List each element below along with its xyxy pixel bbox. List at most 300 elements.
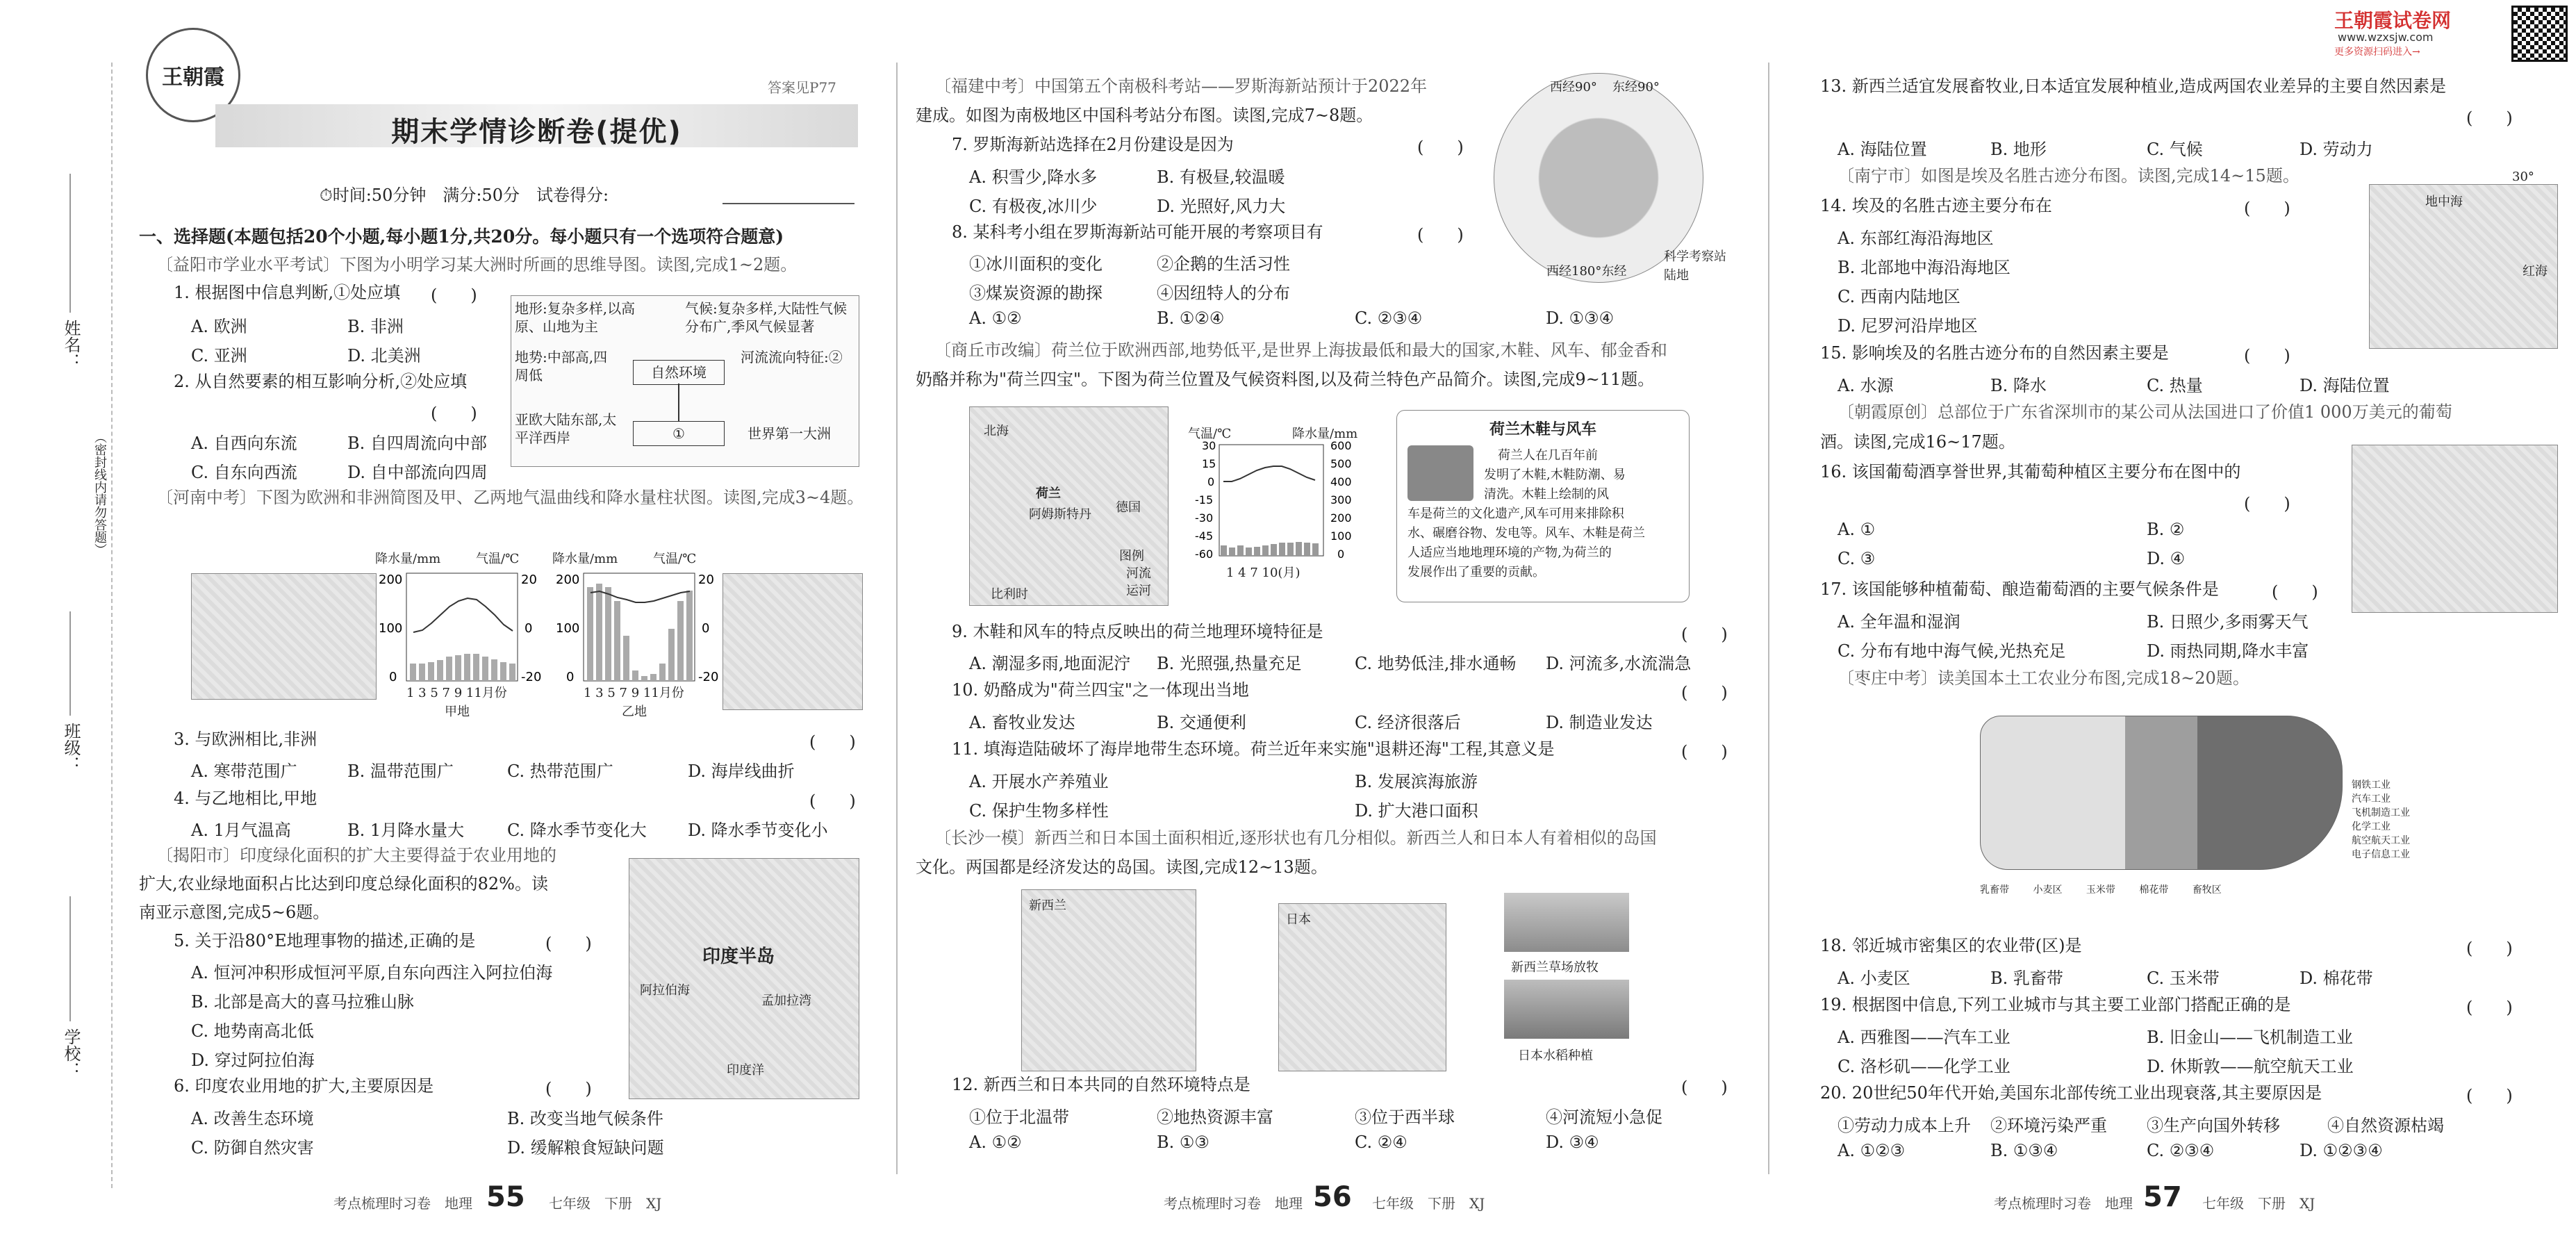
box-line-5: 水、碾磨谷物、发电等。风车、木鞋是荷兰 xyxy=(1407,526,1645,541)
q5-opt-c[interactable]: C. 地势南高北低 xyxy=(191,1021,314,1041)
q12-opt-b[interactable]: B. ①③ xyxy=(1157,1133,1209,1152)
antarctic-legend-land: 陆地 xyxy=(1664,268,1689,283)
q6-opt-b[interactable]: B. 改变当地气候条件 xyxy=(507,1109,663,1128)
page-title: 期末学情诊断卷(提优) xyxy=(391,116,682,148)
jia-bar xyxy=(428,662,434,681)
p57-intro-3: 〔枣庄中考〕读美国本土工农业分布图,完成18~20题。 xyxy=(1838,668,2249,688)
yi-bar xyxy=(614,601,620,681)
q20-item-3: ③生产向国外转移 xyxy=(2147,1116,2280,1135)
footer-right-56: 七年级 下册 XJ xyxy=(1372,1195,1485,1212)
us-legend xyxy=(2352,778,2456,862)
q3-opt-d[interactable]: D. 海岸线曲折 xyxy=(688,762,795,781)
q9-opt-a[interactable]: A. 潮湿多雨,地面泥泞 xyxy=(969,654,1131,673)
q18-opt-a[interactable]: A. 小麦区 xyxy=(1838,969,1910,988)
svg-text:0: 0 xyxy=(525,621,533,636)
q16-opt-c[interactable]: C. ③ xyxy=(1838,549,1876,568)
footer-right-55: 七年级 下册 XJ xyxy=(549,1195,662,1212)
q2-answer[interactable]: ( ) xyxy=(431,404,477,423)
box-line-2: 发明了木鞋,木鞋防潮、易 xyxy=(1484,468,1626,482)
footer-left-57: 考点梳理时习卷 地理 xyxy=(1994,1195,2133,1212)
q2-opt-c[interactable]: C. 自东向西流 xyxy=(191,463,297,482)
intro-1: 〔益阳市学业水平考试〕下图为小明学习某大洲时所画的思维导图。读图,完成1~2题。 xyxy=(156,255,798,274)
page-number-57: 57 xyxy=(2143,1181,2182,1213)
mm-blank: ① xyxy=(672,425,685,442)
mm-topo: 地势:中部高,四周低 xyxy=(515,349,608,384)
q4-opt-c[interactable]: C. 降水季节变化大 xyxy=(507,821,647,840)
q11-opt-d[interactable]: D. 扩大港口面积 xyxy=(1355,801,1478,821)
svg-text:0: 0 xyxy=(1207,475,1215,488)
q11-opt-c[interactable]: C. 保护生物多样性 xyxy=(969,801,1109,821)
q8-item-4: ④因纽特人的分布 xyxy=(1157,283,1290,303)
section-heading: 一、选择题(本题包括20个小题,每小题1分,共20分。每小题只有一个选项符合题意) xyxy=(139,227,784,247)
jia-bar xyxy=(437,660,443,681)
mind-map xyxy=(511,295,859,467)
nl-precip-bar xyxy=(1271,544,1277,556)
q5-stem: 5. 关于沿80°E地理事物的描述,正确的是 xyxy=(174,931,476,950)
q8-opt-d[interactable]: D. ①③④ xyxy=(1546,308,1615,328)
nl-climate-right-label: 降水量/mm xyxy=(1292,427,1358,441)
svg-text:-20: -20 xyxy=(521,670,542,684)
us-legend-aircraft: 飞机制造工业 xyxy=(2352,807,2410,818)
yi-bar xyxy=(677,601,684,681)
svg-text:600: 600 xyxy=(1330,441,1352,452)
q4-opt-b[interactable]: B. 1月降水量大 xyxy=(347,821,465,840)
q13-opt-d[interactable]: D. 劳动力 xyxy=(2300,140,2373,159)
nl-country: 荷兰 xyxy=(1036,486,1061,501)
yi-xticks: 1 3 5 7 9 11月份 xyxy=(584,686,684,700)
q13-stem: 13. 新西兰适宜发展畜牧业,日本适宜发展种植业,造成两国农业差异的主要自然因素是 xyxy=(1820,76,2447,96)
p56-intro-1b: 建成。如图为南极地区中国科考站分布图。读图,完成7~8题。 xyxy=(916,106,1373,125)
q12-opt-d[interactable]: D. ③④ xyxy=(1546,1133,1599,1152)
q3-opt-c[interactable]: C. 热带范围广 xyxy=(507,762,613,781)
jia-bar xyxy=(455,655,461,681)
nl-climate-plot xyxy=(1184,441,1386,580)
intro-2a: 〔河南中考〕下图为欧洲和非洲简图及甲、乙两地气温曲线和降水量柱状图。读图,完成3~4题。 xyxy=(156,488,864,507)
q6-answer[interactable]: ( ) xyxy=(545,1079,592,1098)
nl-precip-bar xyxy=(1246,548,1252,556)
q10-opt-c[interactable]: C. 经济很落后 xyxy=(1355,713,1461,732)
p57-intro-2a: 〔朝霞原创〕总部位于广东省深圳市的某公司从法国进口了价值1 000万美元的葡萄 xyxy=(1838,402,2452,422)
q20-item-2: ②环境污染严重 xyxy=(1990,1116,2107,1135)
q15-stem: 15. 影响埃及的名胜古迹分布的自然因素主要是 xyxy=(1820,343,2169,363)
q6-stem: 6. 印度农业用地的扩大,主要原因是 xyxy=(174,1076,434,1096)
q17-opt-d[interactable]: D. 雨热同期,降水丰富 xyxy=(2147,641,2309,661)
q3-stem: 3. 与欧洲相比,非洲 xyxy=(174,730,317,749)
q10-opt-d[interactable]: D. 制造业发达 xyxy=(1546,713,1653,732)
q12-opt-c[interactable]: C. ②④ xyxy=(1355,1133,1407,1152)
q4-opt-d[interactable]: D. 降水季节变化小 xyxy=(688,821,828,840)
jia-temp-line xyxy=(413,598,513,632)
p56-intro-3a: 〔长沙一模〕新西兰和日本国土面积相近,逐形状也有几分相似。新西兰人和日本人有着相似的岛国 xyxy=(934,828,1657,848)
clogs-photo xyxy=(1407,445,1473,501)
svg-text:-30: -30 xyxy=(1195,511,1214,525)
us-legend-wheat: 小麦区 xyxy=(2033,884,2063,896)
q5-opt-b[interactable]: B. 北部是高大的喜马拉雅山脉 xyxy=(191,992,414,1012)
q19-answer[interactable]: ( ) xyxy=(2466,998,2513,1017)
q16-opt-d[interactable]: D. ④ xyxy=(2147,549,2186,568)
q8-item-3: ③煤炭资源的勘探 xyxy=(969,283,1103,303)
q14-opt-d[interactable]: D. 尼罗河沿岸地区 xyxy=(1838,316,1978,336)
yi-ylabel-left: 降水量/mm xyxy=(552,552,618,566)
jp-rice-caption: 日本水稻种植 xyxy=(1518,1048,1593,1063)
svg-text:200: 200 xyxy=(1330,511,1352,525)
q20-answer[interactable]: ( ) xyxy=(2466,1086,2513,1105)
mm-blank-box xyxy=(633,421,725,446)
exam-meta: ⏱时间:50分钟 满分:50分 试卷得分: xyxy=(320,186,609,205)
svg-text:100: 100 xyxy=(379,621,403,636)
q8-answer[interactable]: ( ) xyxy=(1417,225,1464,245)
mm-center-box xyxy=(633,360,725,385)
svg-text:0: 0 xyxy=(389,670,397,684)
q18-opt-d[interactable]: D. 棉花带 xyxy=(2300,969,2373,988)
q20-item-4: ④自然资源枯竭 xyxy=(2327,1116,2444,1135)
q7-stem: 7. 罗斯海新站选择在2月份建设是因为 xyxy=(952,135,1234,154)
q20-opt-c[interactable]: C. ②③④ xyxy=(2147,1141,2215,1160)
q19-opt-d[interactable]: D. 休斯敦——航空航天工业 xyxy=(2147,1057,2354,1076)
q8-opt-c[interactable]: C. ②③④ xyxy=(1355,308,1423,328)
q15-opt-a[interactable]: A. 水源 xyxy=(1838,376,1894,395)
q3-answer[interactable]: ( ) xyxy=(809,732,856,752)
q12-item-2: ②地热资源丰富 xyxy=(1157,1108,1273,1127)
yi-bar xyxy=(596,584,602,681)
q9-opt-c[interactable]: C. 地势低洼,排水通畅 xyxy=(1355,654,1517,673)
nz-pasture-caption: 新西兰草场放牧 xyxy=(1511,960,1599,975)
chart-yi xyxy=(552,549,726,730)
q16-answer[interactable]: ( ) xyxy=(2244,494,2290,513)
p57-intro-2b: 酒。读图,完成16~17题。 xyxy=(1820,432,2015,452)
q13-opt-c[interactable]: C. 气候 xyxy=(2147,140,2203,159)
q4-opt-a[interactable]: A. 1月气温高 xyxy=(191,821,291,840)
q12-opt-a[interactable]: A. ①② xyxy=(969,1133,1022,1152)
q12-item-3: ③位于西半球 xyxy=(1355,1108,1455,1127)
q3-opt-a[interactable]: A. 寒带范围广 xyxy=(191,762,297,781)
svg-text:20: 20 xyxy=(698,573,714,587)
q17-opt-c[interactable]: C. 分布有地中海气候,光热充足 xyxy=(1838,641,2066,661)
q19-opt-c[interactable]: C. 洛杉矶——化学工业 xyxy=(1838,1057,2011,1076)
mm-first: 世界第一大洲 xyxy=(748,425,831,442)
jia-bar xyxy=(410,664,416,681)
svg-text:30: 30 xyxy=(1202,441,1216,452)
q6-opt-d[interactable]: D. 缓解粮食短缺问题 xyxy=(507,1138,664,1158)
yi-bar xyxy=(587,587,593,681)
q11-answer[interactable]: ( ) xyxy=(1681,742,1728,762)
yi-bar xyxy=(623,636,629,681)
q14-stem: 14. 埃及的名胜古迹主要分布在 xyxy=(1820,196,2052,215)
q15-opt-b[interactable]: B. 降水 xyxy=(1990,376,2047,395)
us-legend-aerospace: 航空航天工业 xyxy=(2352,835,2410,846)
class-underline xyxy=(69,611,71,716)
q16-stem: 16. 该国葡萄酒享誉世界,其葡萄种植区主要分布在图中的 xyxy=(1820,462,2241,481)
yi-bar xyxy=(605,587,611,681)
mm-link xyxy=(678,384,679,421)
title-band xyxy=(215,104,858,147)
q13-opt-a[interactable]: A. 海陆位置 xyxy=(1838,140,1927,159)
q8-opt-b[interactable]: B. ①②④ xyxy=(1157,308,1225,328)
q1-opt-b[interactable]: B. 非洲 xyxy=(347,317,404,336)
map-label-bay-of-bengal: 孟加拉湾 xyxy=(761,994,811,1008)
q6-opt-a[interactable]: A. 改善生态环境 xyxy=(191,1109,314,1128)
yi-bar xyxy=(650,674,657,681)
page-number-55: 55 xyxy=(486,1181,525,1213)
antarctic-legend-station: 科学考察站 xyxy=(1664,249,1726,264)
q7-opt-b[interactable]: B. 有极昼,较温暖 xyxy=(1157,167,1285,187)
q18-answer[interactable]: ( ) xyxy=(2466,939,2513,958)
south-asia-map xyxy=(629,858,859,1099)
q6-opt-c[interactable]: C. 防御自然灾害 xyxy=(191,1138,314,1158)
svg-text:-20: -20 xyxy=(698,670,719,684)
antarctic-e90: 东经90° xyxy=(1612,80,1660,94)
q10-answer[interactable]: ( ) xyxy=(1681,683,1728,702)
q7-opt-a[interactable]: A. 积雪少,降水多 xyxy=(969,167,1098,187)
footer-left-56: 考点梳理时习卷 地理 xyxy=(1164,1195,1303,1212)
q17-stem: 17. 该国能够种植葡萄、酿造葡萄酒的主要气候条件是 xyxy=(1820,579,2219,599)
q14-opt-a[interactable]: A. 东部红海沿海地区 xyxy=(1838,229,1994,248)
q20-opt-a[interactable]: A. ①②③ xyxy=(1838,1141,1906,1160)
us-landmass xyxy=(1980,716,2343,870)
box-line-6: 人适应当地地理环境的产物,为荷兰的 xyxy=(1407,545,1612,560)
q14-answer[interactable]: ( ) xyxy=(2244,199,2290,218)
new-zealand-map xyxy=(1021,889,1196,1071)
nl-precip-bar xyxy=(1312,543,1319,556)
q16-opt-a[interactable]: A. ① xyxy=(1838,520,1876,539)
q12-item-4: ④河流短小急促 xyxy=(1546,1108,1662,1127)
nl-precip-bar xyxy=(1304,543,1310,556)
jia-bar xyxy=(464,654,470,681)
q9-stem: 9. 木鞋和风车的特点反映出的荷兰地理环境特征是 xyxy=(952,622,1323,641)
score-blank[interactable] xyxy=(723,203,854,204)
q15-opt-d[interactable]: D. 海陆位置 xyxy=(2300,376,2390,395)
nl-precip-bar xyxy=(1254,547,1260,556)
q10-opt-a[interactable]: A. 畜牧业发达 xyxy=(969,713,1075,732)
q4-stem: 4. 与乙地相比,甲地 xyxy=(174,789,317,808)
france-map xyxy=(2352,445,2558,613)
binding-line xyxy=(111,63,114,1188)
q18-opt-b[interactable]: B. 乳畜带 xyxy=(1990,969,2063,988)
yi-label: 乙地 xyxy=(622,705,647,719)
us-legend-dairy: 乳畜带 xyxy=(1980,884,2009,896)
q16-opt-b[interactable]: B. ② xyxy=(2147,520,2185,539)
q11-opt-a[interactable]: A. 开展水产养殖业 xyxy=(969,772,1109,791)
q12-answer[interactable]: ( ) xyxy=(1681,1078,1728,1097)
svg-text:100: 100 xyxy=(1330,529,1352,543)
nl-precip-bar xyxy=(1237,545,1244,556)
intro-3a: 〔揭阳市〕印度绿化面积的扩大主要得益于农业用地的 xyxy=(156,846,556,865)
nl-north-sea: 北海 xyxy=(984,424,1009,438)
q1-answer[interactable]: ( ) xyxy=(431,286,477,305)
mm-climate: 气候:复杂多样,大陆性气候分布广,季风气候显著 xyxy=(685,300,848,335)
egypt-30: 30° xyxy=(2512,170,2534,184)
q15-opt-c[interactable]: C. 热量 xyxy=(2147,376,2203,395)
jia-ylabel-right: 气温/℃ xyxy=(476,552,520,566)
p56-intro-2a: 〔商丘市改编〕荷兰位于欧洲西部,地势低平,是世界上海拔最低和最大的国家,木鞋、风车、郁金香和 xyxy=(934,340,1667,360)
p56-intro-2b: 奶酪并称为"荷兰四宝"。下图为荷兰位置及气候资料图,以及荷兰特色产品简介。读图,完成9~11题。 xyxy=(916,370,1655,389)
q5-answer[interactable]: ( ) xyxy=(545,934,592,953)
q8-item-2: ②企鹅的生活习性 xyxy=(1157,254,1290,274)
nl-precip-bar xyxy=(1262,545,1269,556)
jia-bar xyxy=(509,664,515,681)
q4-answer[interactable]: ( ) xyxy=(809,791,856,811)
yi-bar xyxy=(668,629,675,681)
svg-text:-60: -60 xyxy=(1195,548,1214,561)
q2-opt-b[interactable]: B. 自四周流向中部 xyxy=(347,434,487,453)
yi-bar xyxy=(632,670,638,681)
q15-answer[interactable]: ( ) xyxy=(2244,346,2290,365)
us-legend-corn: 玉米带 xyxy=(2086,884,2115,896)
netherlands-map xyxy=(969,406,1169,606)
antarctic-180: 西经180°东经 xyxy=(1546,264,1627,279)
intro-3b: 扩大,农业绿地面积占比达到印度总绿化面积的82%。读 xyxy=(139,874,548,894)
us-legend-auto: 汽车工业 xyxy=(2352,793,2391,805)
q5-opt-d[interactable]: D. 穿过阿拉伯海 xyxy=(191,1051,315,1070)
jia-bar xyxy=(482,657,488,681)
site-name: 王朝霞试卷网 xyxy=(2334,9,2452,32)
p56-intro-3b: 文化。两国都是经济发达的岛国。读图,完成12~13题。 xyxy=(916,857,1328,877)
q17-answer[interactable]: ( ) xyxy=(2272,582,2318,602)
q8-item-1: ①冰川面积的变化 xyxy=(969,254,1103,274)
box-line-4: 车是荷兰的文化遗产,风车可用来排除积 xyxy=(1407,507,1624,521)
q2-stem: 2. 从自然要素的相互影响分析,②处应填 xyxy=(174,372,468,391)
q17-opt-b[interactable]: B. 日照少,多雨雾天气 xyxy=(2147,612,2309,632)
nl-germany: 德国 xyxy=(1116,500,1141,515)
q1-opt-d[interactable]: D. 北美洲 xyxy=(347,346,421,365)
page-divider-2 xyxy=(1768,63,1769,1174)
svg-text:500: 500 xyxy=(1330,457,1352,470)
svg-text:-15: -15 xyxy=(1195,493,1214,507)
mm-center: 自然环境 xyxy=(651,364,707,381)
nl-precip-bar xyxy=(1229,548,1235,556)
svg-text:-45: -45 xyxy=(1195,529,1214,543)
jia-bar xyxy=(491,659,497,681)
q12-item-1: ①位于北温带 xyxy=(969,1108,1069,1127)
q8-opt-a[interactable]: A. ①② xyxy=(969,308,1022,328)
q20-stem: 20. 20世纪50年代开始,美国东北部传统工业出现衰落,其主要原因是 xyxy=(1820,1083,2322,1103)
intro-3c: 南亚示意图,完成5~6题。 xyxy=(139,903,330,922)
q1-opt-c[interactable]: C. 亚洲 xyxy=(191,346,247,365)
nz-pasture-photo xyxy=(1504,893,1629,952)
q19-stem: 19. 根据图中信息,下列工业城市与其主要工业部门搭配正确的是 xyxy=(1820,995,2291,1014)
class-label: 班级： xyxy=(61,723,81,773)
svg-text:20: 20 xyxy=(521,573,537,587)
svg-text:0: 0 xyxy=(1337,548,1345,561)
school-label: 学校： xyxy=(61,1028,81,1078)
box-line-7: 发展作出了重要的贡献。 xyxy=(1407,565,1545,579)
seal-note: （密封线内请勿答题） xyxy=(92,431,107,556)
logo-text: 王朝霞 xyxy=(162,65,224,90)
box-title: 荷兰木鞋与风车 xyxy=(1489,420,1596,438)
nl-climate-left-label: 气温/℃ xyxy=(1188,427,1232,441)
q19-opt-a[interactable]: A. 西雅图——汽车工业 xyxy=(1838,1028,2011,1047)
q2-opt-d[interactable]: D. 自中部流向四周 xyxy=(347,463,488,482)
q2-opt-a[interactable]: A. 自西向东流 xyxy=(191,434,297,453)
yi-bar xyxy=(641,676,647,681)
q3-opt-b[interactable]: B. 温带范围广 xyxy=(347,762,454,781)
answer-ref: 答案见P77 xyxy=(768,79,836,96)
africa-map xyxy=(723,573,863,710)
nl-precip-bar xyxy=(1279,543,1285,556)
q10-opt-b[interactable]: B. 交通便利 xyxy=(1157,713,1246,732)
name-label: 姓名： xyxy=(61,320,81,370)
footer-left-55: 考点梳理时习卷 地理 xyxy=(333,1195,472,1212)
q11-stem: 11. 填海造陆破坏了海岸地带生态环境。荷兰近年来实施"退耕还海"工程,其意义是 xyxy=(952,739,1555,759)
svg-text:0: 0 xyxy=(566,670,575,684)
q7-answer[interactable]: ( ) xyxy=(1417,138,1464,157)
us-legend-ranching: 畜牧区 xyxy=(2192,884,2222,896)
q13-opt-b[interactable]: B. 地形 xyxy=(1990,140,2047,159)
q9-opt-b[interactable]: B. 光照强,热量充足 xyxy=(1157,654,1302,673)
us-legend-belts xyxy=(1980,882,2222,896)
nl-belgium: 比利时 xyxy=(991,587,1028,602)
clogs-windmill-box xyxy=(1396,410,1690,602)
site-tagline: 更多资源扫码进入→ xyxy=(2334,47,2420,58)
jia-bar xyxy=(446,657,452,681)
q7-opt-c[interactable]: C. 有极夜,冰川少 xyxy=(969,197,1098,216)
svg-text:200: 200 xyxy=(379,573,403,587)
jia-label: 甲地 xyxy=(445,705,470,719)
q20-opt-b[interactable]: B. ①③④ xyxy=(1990,1141,2058,1160)
egypt-red-sea: 红海 xyxy=(2523,264,2548,279)
jia-bar xyxy=(419,664,425,681)
us-legend-steel: 钢铁工业 xyxy=(2352,780,2391,791)
q14-opt-b[interactable]: B. 北部地中海沿海地区 xyxy=(1838,258,2011,277)
q1-opt-a[interactable]: A. 欧洲 xyxy=(191,317,247,336)
q8-stem: 8. 某科考小组在罗斯海新站可能开展的考察项目有 xyxy=(952,222,1323,242)
q11-opt-b[interactable]: B. 发展滨海旅游 xyxy=(1355,772,1478,791)
us-legend-electronics: 电子信息工业 xyxy=(2352,849,2410,860)
q13-answer[interactable]: ( ) xyxy=(2466,108,2513,128)
nz-label: 新西兰 xyxy=(1029,898,1066,913)
qr-code-icon[interactable] xyxy=(2511,6,2568,62)
site-banner[interactable] xyxy=(2334,6,2508,58)
nl-climate-xticks: 1 4 7 10(月) xyxy=(1226,566,1301,580)
nl-precip-bar xyxy=(1287,543,1294,556)
us-map xyxy=(1973,702,2459,903)
box-line-1: 荷兰人在几百年前 xyxy=(1498,448,1598,463)
name-underline xyxy=(69,174,71,313)
yi-bar xyxy=(686,591,693,681)
nl-precip-bar xyxy=(1296,542,1302,556)
jp-label: 日本 xyxy=(1286,912,1311,927)
school-underline xyxy=(69,896,71,1021)
jp-rice-photo xyxy=(1504,980,1629,1039)
p56-intro-1a: 〔福建中考〕中国第五个南极科考站——罗斯海新站预计于2022年 xyxy=(934,76,1428,96)
q12-stem: 12. 新西兰和日本共同的自然环境特点是 xyxy=(952,1075,1250,1094)
mm-river: 河流流向特征:② xyxy=(741,349,843,365)
q20-opt-d[interactable]: D. ①②③④ xyxy=(2300,1141,2383,1160)
p57-intro-1: 〔南宁市〕如图是埃及名胜古迹分布图。读图,完成14~15题。 xyxy=(1838,166,2300,186)
jia-ylabel-left: 降水量/mm xyxy=(375,552,441,566)
svg-text:300: 300 xyxy=(1330,493,1352,507)
us-legend-chemical: 化学工业 xyxy=(2352,821,2391,832)
map-label-peninsula: 印度半岛 xyxy=(702,946,775,967)
page-divider-1 xyxy=(896,63,898,1174)
map-label-indian-ocean: 印度洋 xyxy=(727,1063,764,1078)
jia-bar xyxy=(473,654,479,681)
q14-opt-c[interactable]: C. 西南内陆地区 xyxy=(1838,287,1960,306)
q9-answer[interactable]: ( ) xyxy=(1681,625,1728,644)
svg-text:400: 400 xyxy=(1330,475,1352,488)
q5-opt-a[interactable]: A. 恒河冲积形成恒河平原,自东向西注入阿拉伯海 xyxy=(191,963,553,982)
jia-xticks: 1 3 5 7 9 11月份 xyxy=(406,686,507,700)
q18-opt-c[interactable]: C. 玉米带 xyxy=(2147,969,2220,988)
q19-opt-b[interactable]: B. 旧金山——飞机制造工业 xyxy=(2147,1028,2353,1047)
q17-opt-a[interactable]: A. 全年温和湿润 xyxy=(1838,612,1960,632)
q9-opt-d[interactable]: D. 河流多,水流湍急 xyxy=(1546,654,1692,673)
nl-legend: 图例 xyxy=(1119,549,1144,563)
q7-opt-d[interactable]: D. 光照好,风力大 xyxy=(1157,197,1286,216)
nl-river: 河流 xyxy=(1126,566,1151,581)
yi-bar xyxy=(659,664,666,681)
nl-precip-bar xyxy=(1221,545,1227,556)
